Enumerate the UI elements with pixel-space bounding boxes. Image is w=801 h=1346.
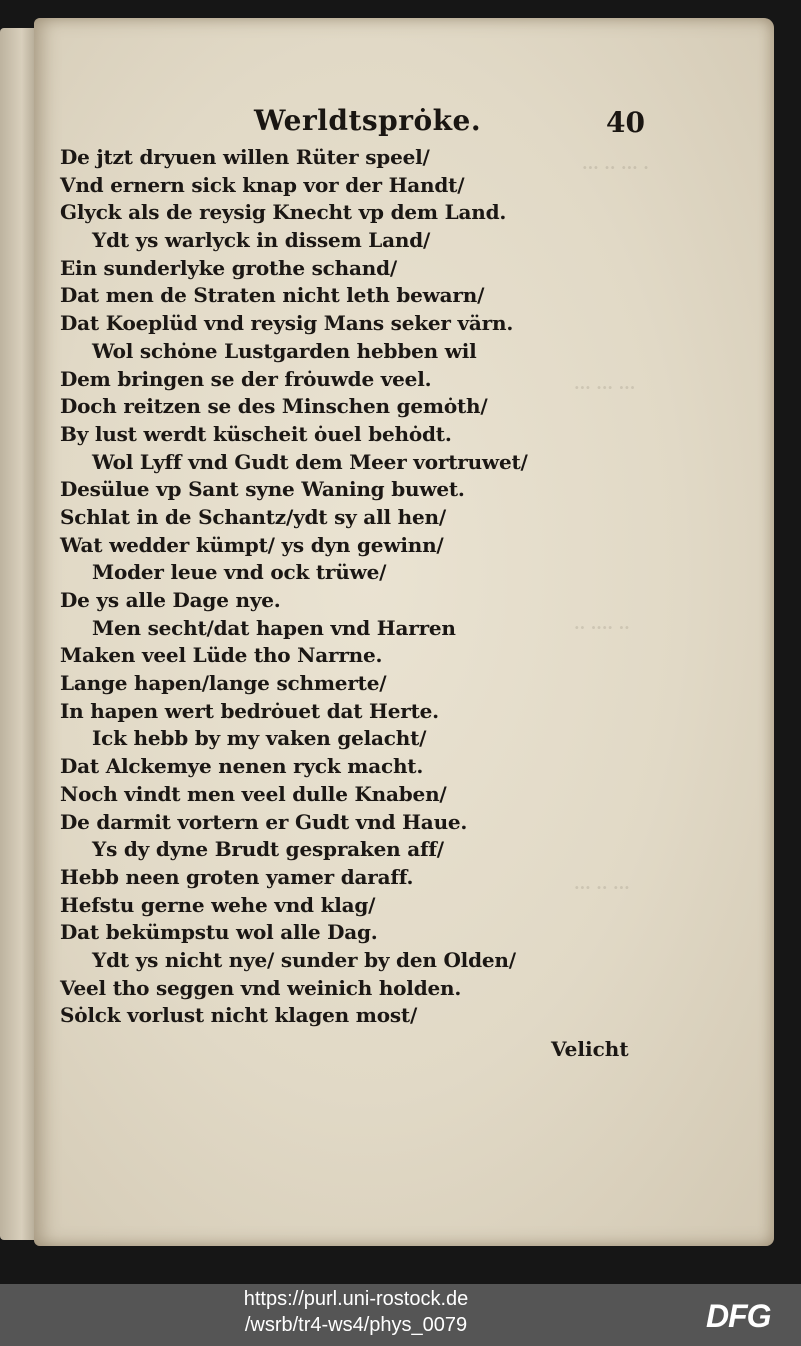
bleed-through-text: ·· ···· ·· [574,618,630,637]
verse-line: Ick hebb by my vaken gelacht/ [92,726,427,751]
viewer-footer [0,1284,801,1346]
verse-line: Wol schȯne Lustgarden hebben wil [92,338,477,363]
bleed-through-text: ··· ·· ··· [574,878,630,897]
running-head: Werldtsprȯke. [254,104,482,137]
verse-line: Dem bringen se der frȯuwde veel. [60,366,432,391]
permalink-url-line-2[interactable]: /wsrb/tr4-ws4/phys_0079 [244,1314,468,1336]
verse-line: Wol Lyff vnd Gudt dem Meer vortruwet/ [92,449,528,474]
dfg-logo: DFG [706,1298,771,1334]
verse-line: Dat Koeplüd vnd reysig Mans seker värn. [60,311,514,336]
verse-line: Dat bekümpstu wol alle Dag. [60,920,378,945]
page-header [254,104,654,148]
folio-number: 40 [606,106,645,139]
verse-line: Maken veel Lüde tho Narrne. [60,643,383,668]
verse-line: De darmit vortern er Gudt vnd Haue. [60,809,468,834]
verse-line: By lust werdt küscheit ȯuel behȯdt. [60,421,452,446]
verse-line: Doch reitzen se des Minschen gemȯth/ [60,394,488,419]
verse-line: Desülue vp Sant syne Waning buwet. [60,477,465,502]
permalink-url-line-1[interactable]: https://purl.uni-rostock.de [243,1288,469,1310]
verse-line: Noch vindt men veel dulle Knaben/ [60,781,447,806]
verse-line: Veel tho seggen vnd weinich holden. [60,975,462,1000]
verse-line: Moder leue vnd ock trüwe/ [92,560,387,585]
verse-block [60,144,660,1030]
facing-page-edge [0,28,36,1240]
verse-line: Dat men de Straten nicht leth bewarn/ [60,283,485,308]
verse-line: Ein sunderlyke grothe schand/ [60,255,397,280]
verse-line: Men secht/dat hapen vnd Harren [92,615,456,640]
verse-line: Hebb neen groten yamer daraff. [60,864,414,889]
verse-line: Hefstu gerne wehe vnd klag/ [60,892,376,917]
verse-line: Sȯlck vorlust nicht klagen most/ [60,1003,418,1028]
catchword: Velicht [551,1037,629,1061]
bleed-through-text: ··· ··· ··· [574,378,636,397]
verse-line: Schlat in de Schantz/ydt sy all hen/ [60,504,446,529]
verse-line: Ys dy dyne Brudt gespraken aff/ [92,837,444,862]
verse-line: Ydt ys warlyck in dissem Land/ [92,228,431,253]
verse-line: Vnd ernern sick knap vor der Handt/ [60,172,465,197]
verse-line: Wat wedder kümpt/ ys dyn gewinn/ [60,532,444,557]
verse-line: Lange hapen/lange schmerte/ [60,671,387,696]
verse-line: De jtzt dryuen willen Rüter speel/ [60,145,430,169]
verse-line: Glyck als de reysig Knecht vp dem Land. [60,200,507,225]
bleed-through-text: ··· ·· ··· · [582,158,649,177]
verse-line: Ydt ys nicht nye/ sunder by den Olden/ [92,947,516,972]
verse-line: De ys alle Dage nye. [60,588,281,612]
verse-line: In hapen wert bedrȯuet dat Herte. [60,698,439,723]
verse-line: Dat Alckemye nenen ryck macht. [60,754,424,779]
